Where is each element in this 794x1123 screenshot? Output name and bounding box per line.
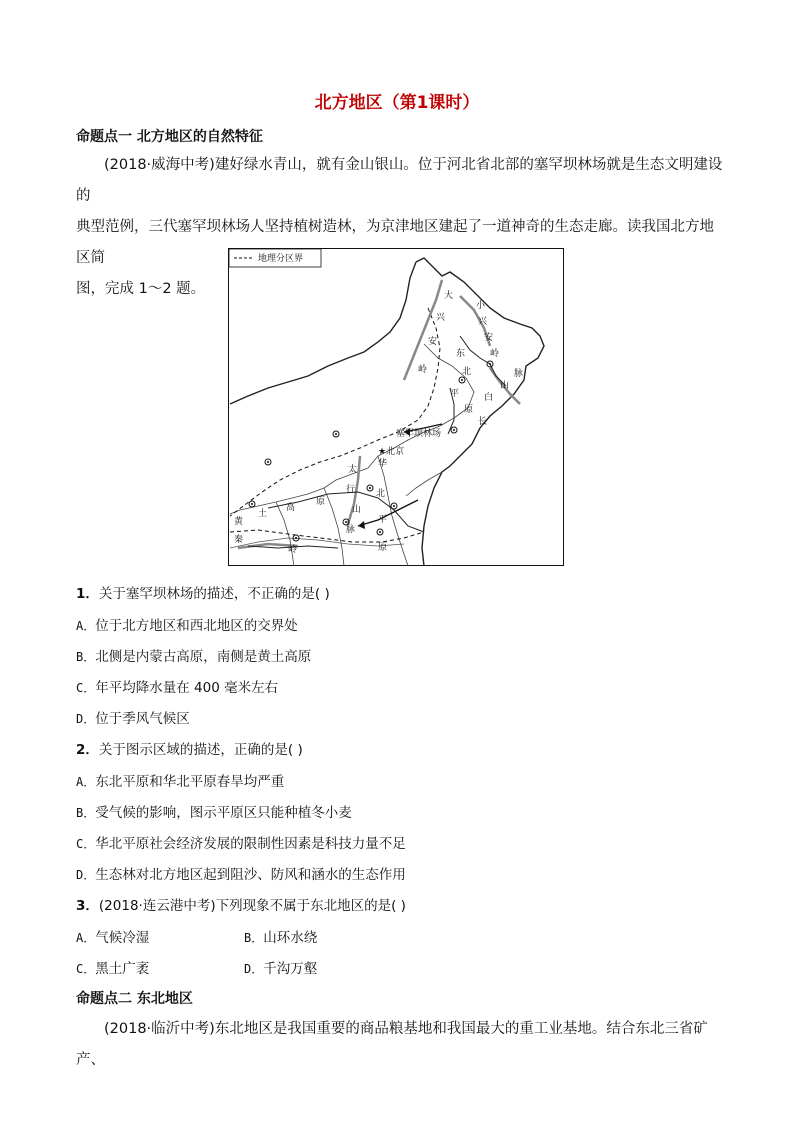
map-label: 原: [464, 405, 474, 415]
map-label: 岭: [490, 349, 500, 359]
map-label: 北: [376, 489, 386, 499]
question-1: 1．关于塞罕坝林场的描述，不正确的是( ): [76, 586, 330, 602]
map-label: 安: [484, 333, 494, 343]
map-label: 太: [348, 465, 358, 475]
q2-option-b[interactable]: B．受气候的影响，图示平原区只能种植冬小麦: [76, 805, 352, 821]
map-label: 脉: [346, 525, 356, 535]
map-label: 兴: [478, 317, 488, 327]
map-label: 黄: [234, 517, 244, 527]
intro-line: 图，完成 1～2 题。: [76, 281, 206, 297]
map-label: 塞罕坝林场: [396, 429, 442, 439]
map-label: 东: [456, 349, 466, 359]
map-label: 脉: [514, 369, 524, 379]
map-label: 长: [478, 417, 488, 427]
intro-line: (2018·临沂中考)东北地区是我国重要的商品粮基地和我国最大的重工业基地。结合东北三省矿产、: [76, 1021, 708, 1068]
page-title: 北方地区（第1课时）: [314, 93, 480, 113]
intro-line: (2018·威海中考)建好绿水青山，就有金山银山。位于河北省北部的塞罕坝林场就是生态文明建设的: [76, 157, 723, 204]
q1-option-a[interactable]: A．位于北方地区和西北地区的交界处: [76, 618, 298, 634]
question-2: 2．关于图示区域的描述，正确的是( ): [76, 742, 303, 758]
section-heading-2: 命题点二 东北地区: [76, 991, 193, 1007]
map-label: 小: [476, 301, 486, 311]
map-label: 平: [378, 515, 388, 525]
map-label: 大: [444, 291, 454, 301]
q2-option-d[interactable]: D．生态林对北方地区起到阻沙、防风和涵水的生态作用: [76, 867, 406, 883]
map-label: 北: [462, 367, 472, 377]
map-label: 原: [378, 543, 388, 553]
q3-option-a[interactable]: A．气候冷湿: [76, 930, 150, 946]
question-3: 3．(2018·连云港中考)下列现象不属于东北地区的是( ): [76, 898, 406, 914]
map-label: 平: [450, 389, 460, 399]
q2-option-a[interactable]: A．东北平原和华北平原春旱均严重: [76, 774, 285, 790]
north-region-map: [228, 248, 564, 566]
map-label: 岭: [418, 365, 428, 375]
q1-option-b[interactable]: B．北侧是内蒙古高原，南侧是黄土高原: [76, 649, 312, 665]
q3-option-d[interactable]: D．千沟万壑: [244, 961, 318, 977]
map-label: 白: [484, 393, 494, 403]
intro-line: 典型范例，三代塞罕坝林场人坚持植树造林，为京津地区建起了一道神奇的生态走廊。读我国北方地区简: [76, 219, 714, 266]
map-label: 高: [286, 503, 296, 513]
map-label: 原: [316, 497, 326, 507]
map-legend: 地理分区界: [258, 254, 304, 264]
map-label: 安: [428, 337, 438, 347]
map-label: ★北京: [378, 447, 405, 457]
q2-option-c[interactable]: C．华北平原社会经济发展的限制性因素是科技力量不足: [76, 836, 406, 852]
map-label: 兴: [436, 313, 446, 323]
q3-option-b[interactable]: B．山环水绕: [244, 930, 318, 946]
q1-option-c[interactable]: C．年平均降水量在 400 毫米左右: [76, 680, 279, 696]
section-heading-1: 命题点一 北方地区的自然特征: [76, 129, 263, 145]
q1-option-d[interactable]: D．位于季风气候区: [76, 711, 190, 727]
intro-paragraph-2: [76, 1014, 736, 1076]
map-label: 山: [352, 505, 362, 515]
map-label: 秦: [234, 535, 244, 545]
map-label: 土: [258, 509, 268, 519]
map-label: 华: [378, 459, 388, 469]
q3-option-c[interactable]: C．黑土广袤: [76, 961, 150, 977]
map-label: 山: [500, 381, 510, 391]
map-label: 行: [346, 485, 356, 495]
map-label: 岭: [288, 545, 298, 555]
